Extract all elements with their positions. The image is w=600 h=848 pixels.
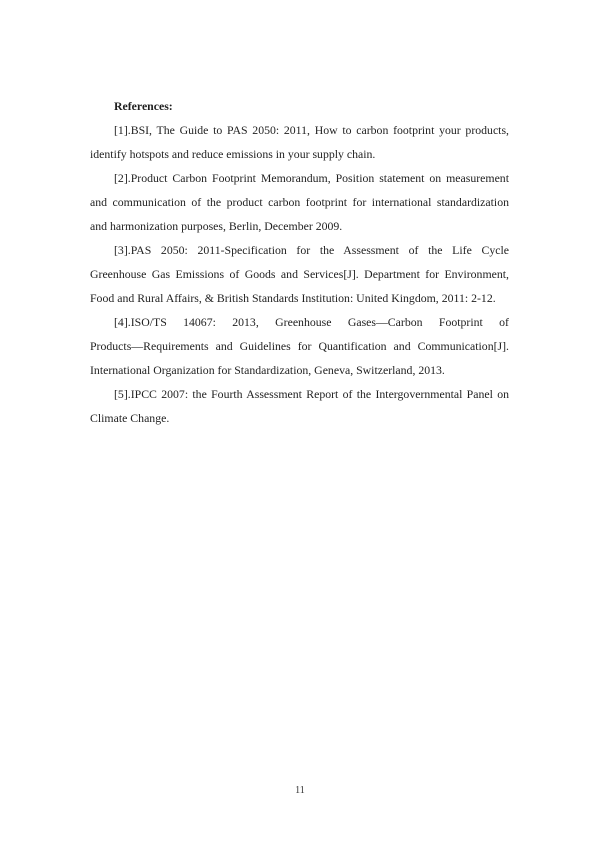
reference-line: [4].ISO/TS 14067: 2013, Greenhouse Gases—Carbon Footprint of	[114, 315, 509, 329]
reference-line: Greenhouse Gas Emissions of Goods and Services[J]. Department for Environment,	[90, 267, 509, 281]
reference-line: [3].PAS 2050: 2011-Specification for the Assessment of the Life Cycle	[114, 243, 509, 257]
references-section	[90, 94, 509, 430]
reference-line: identify hotspots and reduce emissions in your supply chain.	[90, 147, 376, 161]
reference-line: [1].BSI, The Guide to PAS 2050: 2011, How to carbon footprint your products,	[114, 123, 509, 137]
page-number: 11	[295, 785, 305, 796]
reference-line: International Organization for Standardization, Geneva, Switzerland, 2013.	[90, 363, 445, 377]
reference-line: and communication of the product carbon footprint for international standardization	[90, 195, 509, 209]
references-heading: References:	[114, 99, 173, 113]
reference-line: [5].IPCC 2007: the Fourth Assessment Report of the Intergovernmental Panel on	[114, 387, 509, 401]
reference-entry-2	[90, 166, 509, 238]
reference-line: Products—Requirements and Guidelines for Quantification and Communication[J].	[90, 339, 509, 353]
reference-entry-4	[90, 310, 509, 382]
reference-entry-5	[90, 382, 509, 430]
reference-line: Climate Change.	[90, 411, 170, 425]
reference-entry-1	[90, 118, 509, 166]
reference-line: Food and Rural Affairs, & British Standards Institution: United Kingdom, 2011: 2-12.	[90, 291, 496, 305]
reference-line: and harmonization purposes, Berlin, December 2009.	[90, 219, 343, 233]
reference-line: [2].Product Carbon Footprint Memorandum, Position statement on measurement	[114, 171, 509, 185]
reference-entry-3	[90, 238, 509, 310]
